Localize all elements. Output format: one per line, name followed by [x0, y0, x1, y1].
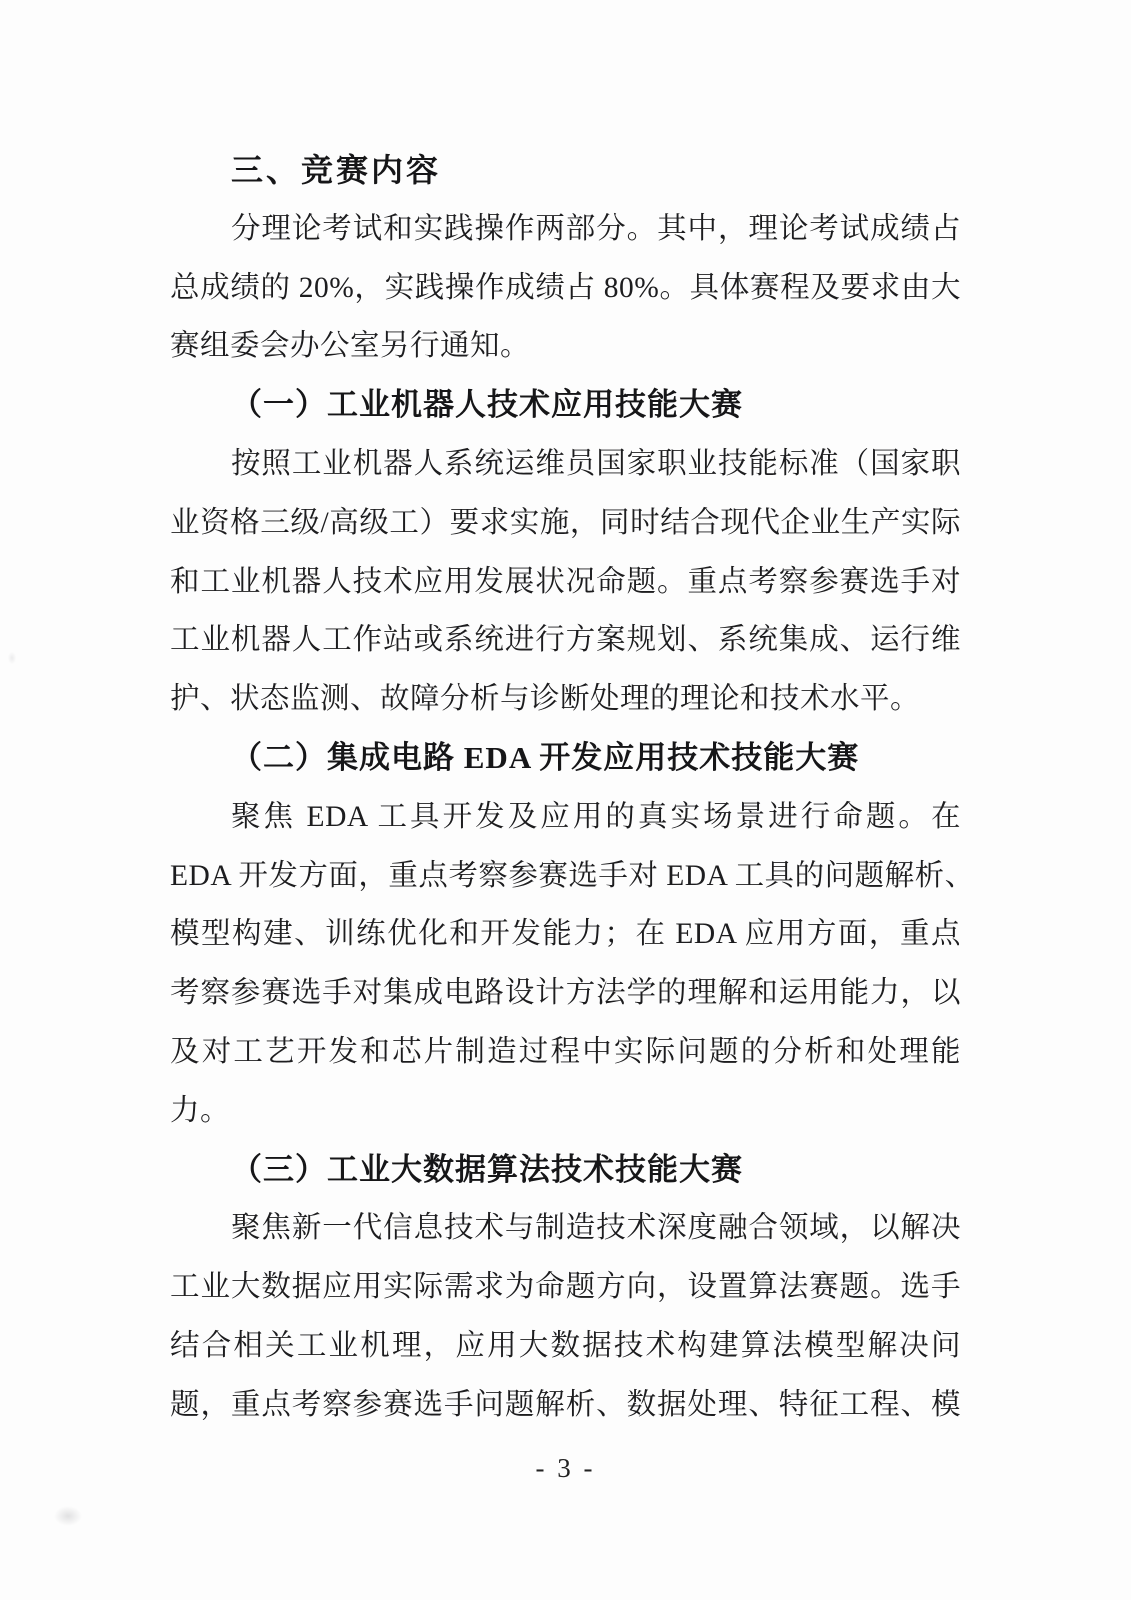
paragraph-line: 模型构建、训练优化和开发能力；在 EDA 应用方面，重点	[170, 918, 961, 951]
scan-smudge	[54, 1506, 82, 1526]
main-heading: 三、竞赛内容	[231, 152, 442, 188]
paragraph-line: 考察参赛选手对集成电路设计方法学的理解和运用能力，以	[170, 977, 961, 1010]
page-number: - 3 -	[535, 1453, 596, 1483]
paragraph-line: 工业大数据应用实际需求为命题方向，设置算法赛题。选手	[170, 1271, 961, 1304]
paragraph-line: 聚焦 EDA 工具开发及应用的真实场景进行命题。在	[231, 800, 961, 833]
paragraph-line: 按照工业机器人系统运维员国家职业技能标准（国家职	[231, 447, 961, 480]
subsection-heading-2: （二）集成电路 EDA 开发应用技术技能大赛	[231, 739, 860, 775]
subsection-heading-3: （三）工业大数据算法技术技能大赛	[231, 1151, 743, 1187]
paragraph-line: 总成绩的 20%，实践操作成绩占 80%。具体赛程及要求由大	[170, 271, 961, 304]
paragraph-line: 和工业机器人技术应用发展状况命题。重点考察参赛选手对	[170, 565, 961, 598]
paragraph-line: 分理论考试和实践操作两部分。其中，理论考试成绩占	[231, 212, 961, 245]
document-body	[170, 141, 975, 1435]
paragraph-line: 题，重点考察参赛选手问题解析、数据处理、特征工程、模	[170, 1388, 961, 1421]
paragraph-line: 护、状态监测、故障分析与诊断处理的理论和技术水平。	[170, 683, 921, 716]
paragraph-line: 赛组委会办公室另行通知。	[170, 330, 531, 363]
subsection-heading-1: （一）工业机器人技术应用技能大赛	[231, 387, 743, 423]
paragraph-line: 结合相关工业机理，应用大数据技术构建算法模型解决问	[170, 1329, 961, 1362]
paragraph-line: 业资格三级/高级工）要求实施，同时结合现代企业生产实际	[170, 506, 961, 539]
paragraph-line: EDA 开发方面，重点考察参赛选手对 EDA 工具的问题解析、	[170, 859, 975, 892]
paragraph-line: 工业机器人工作站或系统进行方案规划、系统集成、运行维	[170, 624, 961, 657]
scan-smudge	[8, 652, 16, 664]
paragraph-line: 力。	[170, 1094, 231, 1127]
paragraph-line: 聚焦新一代信息技术与制造技术深度融合领域，以解决	[231, 1212, 961, 1245]
paragraph-line: 及对工艺开发和芯片制造过程中实际问题的分析和处理能	[170, 1035, 961, 1068]
